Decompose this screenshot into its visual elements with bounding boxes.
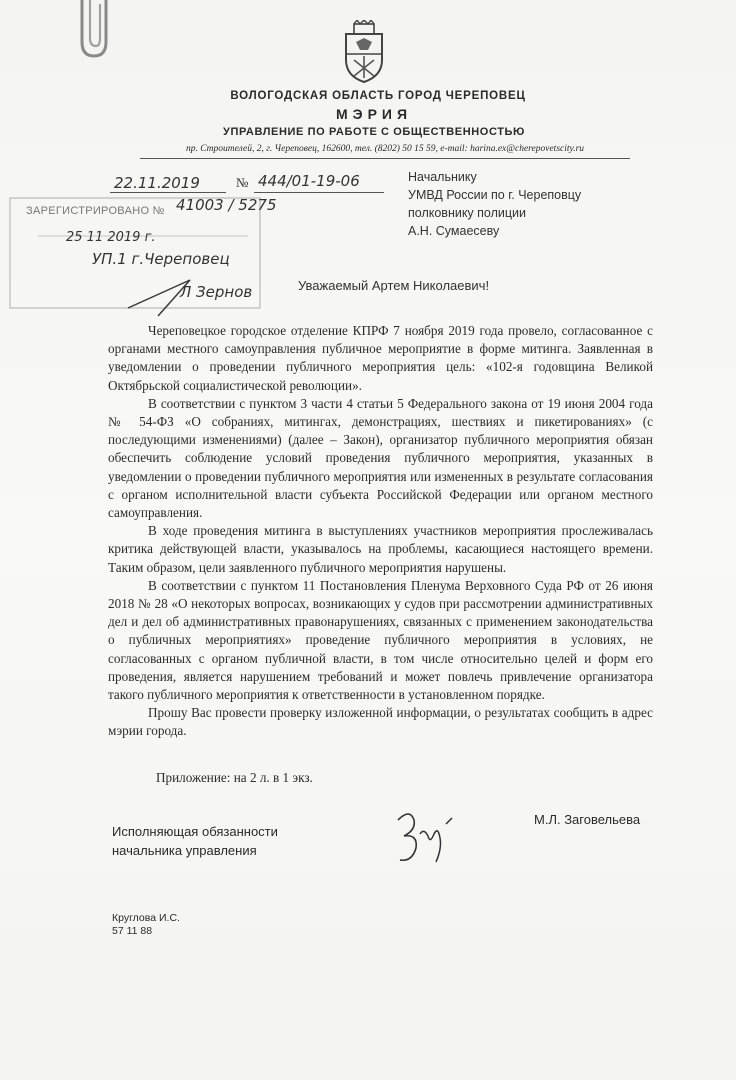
signer-title xyxy=(112,822,278,860)
stamp-registered-label: ЗАРЕГИСТРИРОВАНО № xyxy=(26,205,165,217)
number-sign: № xyxy=(236,175,249,190)
executor-name: Круглова И.С. xyxy=(112,912,180,924)
stamp-registration-number: 41003 / 5275 xyxy=(176,196,277,214)
header-divider xyxy=(140,158,630,159)
stamp-signature: Л Зернов xyxy=(180,283,253,301)
stamp-recipient-note: УП.1 г.Череповец xyxy=(92,250,230,268)
executor-phone: 57 11 88 xyxy=(112,925,153,937)
salutation: Уважаемый Артем Николаевич! xyxy=(298,278,490,293)
header-department: УПРАВЛЕНИЕ ПО РАБОТЕ С ОБЩЕСТВЕННОСТЬЮ xyxy=(223,126,525,138)
body-paragraph: Череповецкое городское отделение КПРФ 7 ноября 2019 года провело, согласованное с органами местного самоуправления публичное мероприятие в форме митинга. Заявленная в уведомлении о проведении публичного мероприятия цель: «102-я годовщина Великой Октябрьской социалистической революции». xyxy=(108,323,653,393)
body-paragraph: В соответствии с пунктом 11 Постановления Пленума Верховного Суда РФ от 26 июня 2018 № 28 «О некоторых вопросах, возникающих у судов при рассмотрении административных дел и дел об административных правонарушениях, связанных с применением законодательства о публичных мероприятиях» проведение публичного мероприятия в условиях, не согласованных с органом публичной власти, в том числе относительно целей и форм его проведения, является нарушением требований и может повлечь привлечение организатора такого публичного мероприятия к ответственности в установленном порядке. xyxy=(108,577,653,703)
coat-of-arms-icon xyxy=(340,20,388,84)
stamp-registration-date: 25 11 2019 г. xyxy=(66,230,156,245)
date-underline xyxy=(110,192,226,193)
header-address: пр. Строителей, 2, г. Череповец, 162600, тел. (8202) 50 15 59, e-mail: harina.ex@cherepovetscity.ru xyxy=(185,144,585,154)
addressee-line: УМВД России по г. Череповцу xyxy=(408,188,582,202)
body-paragraph: Прошу Вас провести проверку изложенной информации, о результатах сообщить в адрес мэрии города. xyxy=(108,705,653,739)
handwritten-signature xyxy=(390,800,470,870)
paper-clip-icon xyxy=(62,0,132,60)
signer-title-line: Исполняющая обязанности xyxy=(112,824,278,839)
annex-note: Приложение: на 2 л. в 1 экз. xyxy=(156,770,313,785)
body-paragraph: В соответствии с пунктом 3 части 4 статьи 5 Федерального закона от 19 июня 2004 года № 54-ФЗ «О собраниях, митингах, демонстрациях, шествиях и пикетированиях» (с последующими изменениями) (далее – Закон), организатор публичного мероприятия обязан обеспечить соблюдение условий проведения публичного мероприятия, указанных в уведомлении о проведении публичного мероприятия или измененных в результате согласования с органом исполнительной власти субъекта Российской Федерации или органом местного самоуправления. xyxy=(108,395,653,521)
addressee-line: А.Н. Сумаесеву xyxy=(408,224,500,238)
signer-title-line: начальника управления xyxy=(112,843,257,858)
letter-body xyxy=(108,322,653,741)
header-organization: МЭРИЯ xyxy=(335,106,413,122)
signer-name: М.Л. Заговельева xyxy=(534,812,641,827)
header-region: ВОЛОГОДСКАЯ ОБЛАСТЬ ГОРОД ЧЕРЕПОВЕЦ xyxy=(230,90,526,102)
outgoing-date: 22.11.2019 xyxy=(114,174,200,192)
number-underline xyxy=(254,192,384,193)
addressee-block xyxy=(408,168,581,240)
executor-block xyxy=(112,912,180,938)
outgoing-number: 444/01-19-06 xyxy=(258,172,360,190)
addressee-line: полковнику полиции xyxy=(408,206,527,220)
addressee-line: Начальнику xyxy=(408,170,477,184)
body-paragraph: В ходе проведения митинга в выступлениях участников мероприятия прослеживалась критика действующей власти, указывалось на проблемы, касающиеся настоящего времени. Таким образом, цели заявленного публичного мероприятия нарушены. xyxy=(108,523,653,575)
